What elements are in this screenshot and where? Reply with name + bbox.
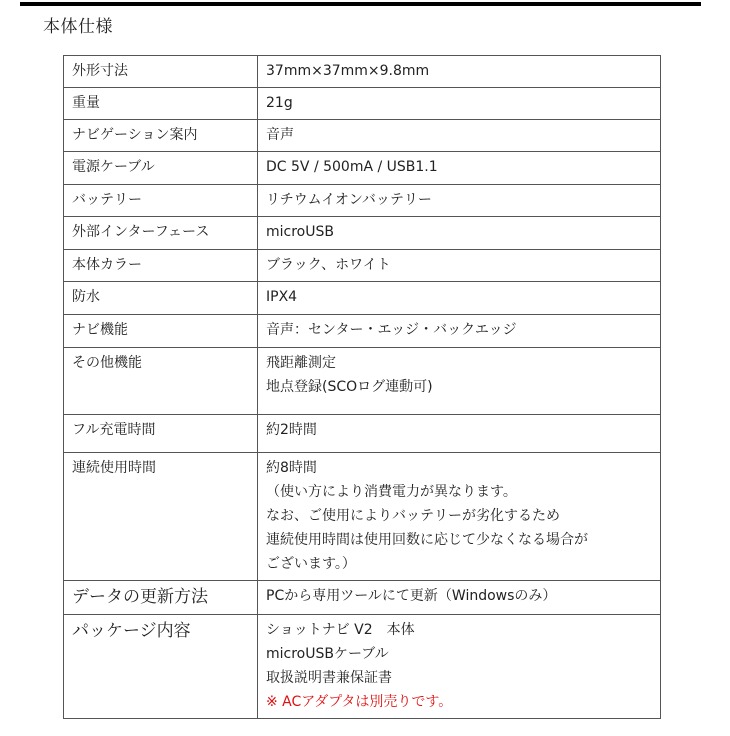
spec-row (64, 282, 661, 315)
spec-row (64, 315, 661, 348)
spec-row (64, 217, 661, 250)
spec-label: その他機能 (64, 348, 258, 415)
spec-row (64, 88, 661, 120)
spec-value-line: 取扱説明書兼保証書 (266, 670, 392, 686)
spec-row (64, 615, 661, 719)
spec-value (258, 88, 661, 120)
spec-value (258, 348, 661, 415)
spec-label: 重量 (64, 88, 258, 120)
spec-value (258, 453, 661, 581)
spec-label: 外部インターフェース (64, 217, 258, 250)
spec-value-line: IPX4 (266, 289, 298, 305)
spec-label: ナビゲーション案内 (64, 120, 258, 152)
spec-value (258, 615, 661, 719)
spec-row (64, 56, 661, 88)
spec-value (258, 152, 661, 185)
spec-value (258, 282, 661, 315)
spec-value (258, 56, 661, 88)
spec-value-line: 約2時間 (266, 422, 317, 438)
spec-row (64, 581, 661, 615)
spec-value-line: 音声：センター・エッジ・バックエッジ (266, 322, 517, 338)
spec-label: 外形寸法 (64, 56, 258, 88)
spec-label: ナビ機能 (64, 315, 258, 348)
spec-value (258, 581, 661, 615)
spec-row (64, 415, 661, 453)
spec-value-line: 飛距離測定 (266, 355, 336, 371)
spec-label: データの更新方法 (64, 581, 258, 615)
spec-value (258, 415, 661, 453)
spec-value-line: 連続使用時間は使用回数に応じて少なくなる場合が (266, 532, 588, 548)
spec-value-line: 21g (266, 95, 293, 111)
spec-row (64, 348, 661, 415)
spec-row (64, 453, 661, 581)
spec-value-line: 37mm×37mm×9.8mm (266, 63, 430, 79)
spec-table (63, 55, 661, 719)
spec-value-line: microUSBケーブル (266, 646, 389, 662)
spec-value-line: ショットナビ V2 本体 (266, 622, 415, 638)
top-accent-bar (20, 2, 701, 6)
spec-table-body (64, 56, 661, 719)
spec-value-line: 地点登録(SCOログ連動可) (266, 379, 433, 395)
spec-label: フル充電時間 (64, 415, 258, 453)
spec-label: パッケージ内容 (64, 615, 258, 719)
spec-label: 連続使用時間 (64, 453, 258, 581)
spec-value-line: 音声 (266, 127, 294, 143)
spec-label: 電源ケーブル (64, 152, 258, 185)
spec-value-line: DC 5V / 500mA / USB1.1 (266, 159, 438, 175)
spec-row (64, 120, 661, 152)
spec-value-line: ブラック、ホワイト (266, 257, 391, 273)
spec-value (258, 185, 661, 217)
spec-value-line: リチウムイオンバッテリー (266, 192, 432, 208)
spec-value-line: ございます。） (266, 556, 356, 572)
spec-label: バッテリー (64, 185, 258, 217)
spec-value-line: なお、ご使用によりバッテリーが劣化するため (266, 508, 560, 524)
spec-value-line: microUSB (266, 224, 334, 240)
spec-row (64, 250, 661, 282)
spec-row (64, 152, 661, 185)
spec-value (258, 217, 661, 250)
spec-label: 本体カラー (64, 250, 258, 282)
spec-value-line: （使い方により消費電力が異なります。 (266, 484, 517, 500)
page-title: 本体仕様 (43, 17, 113, 37)
spec-value (258, 120, 661, 152)
spec-value-line: PCから専用ツールにて更新（Windowsのみ） (266, 588, 557, 604)
spec-row (64, 185, 661, 217)
spec-value (258, 315, 661, 348)
spec-value-line: 約8時間 (266, 460, 317, 476)
spec-value (258, 250, 661, 282)
spec-label: 防水 (64, 282, 258, 315)
spec-note: ※ ACアダプタは別売りです。 (266, 694, 453, 710)
